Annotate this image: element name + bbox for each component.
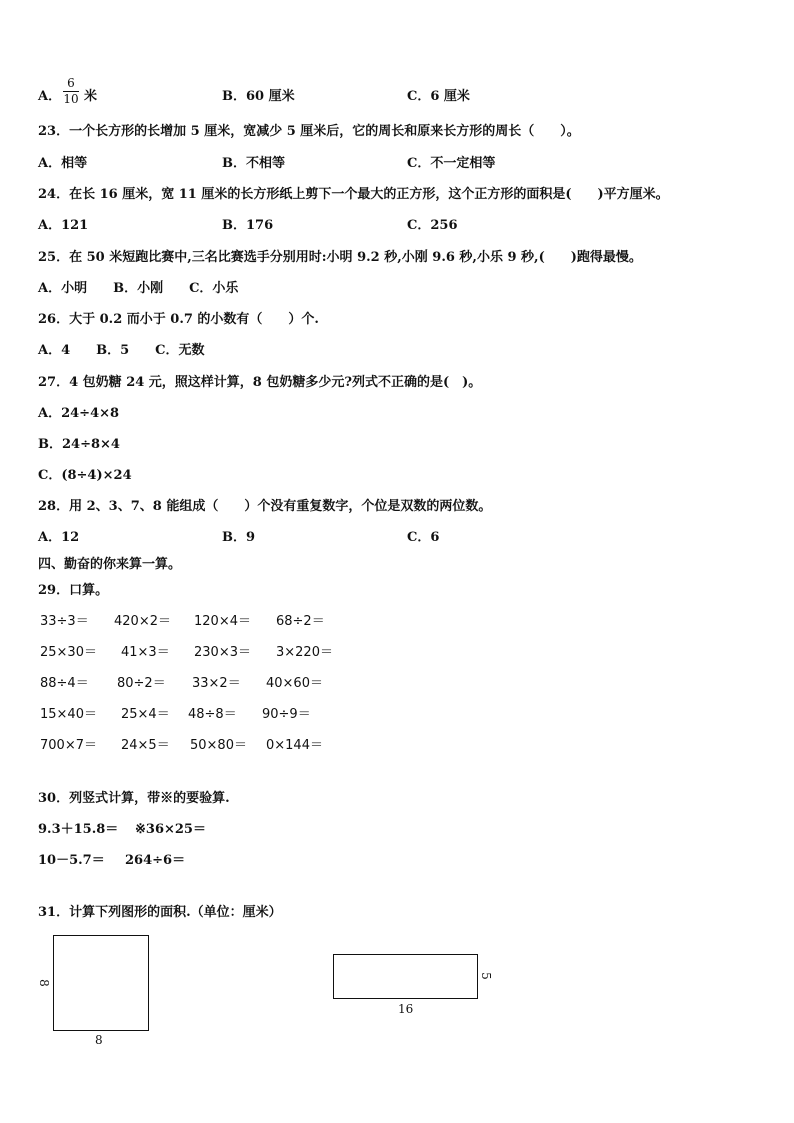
q22-option-b: B．60 厘米 [222, 89, 295, 104]
q23-stem: 23．一个长方形的长增加 5 厘米，宽减少 5 厘米后，它的周长和原来长方形的周长（ ）。 [38, 124, 580, 139]
q28-option-b: B．9 [222, 530, 256, 545]
q27-option-c: C．(8÷4)×24 [38, 468, 132, 483]
q31-stem: 31．计算下列图形的面积.（单位：厘米） [38, 905, 282, 920]
q28-stem: 28．用 2、3、7、8 能组成（ ）个没有重复数字，个位是双数的两位数。 [38, 499, 492, 514]
vertical-calc-item: 10－5.7＝ [38, 853, 105, 868]
q27-stem: 27．4 包奶糖 24 元，照这样计算，8 包奶糖多少元?列式不正确的是( )。 [38, 375, 482, 390]
q28-option-a: A．12 [38, 530, 80, 545]
rectangle-width-label: 16 [398, 1002, 414, 1016]
rectangle-height-label: 5 [478, 972, 493, 980]
square-figure [53, 935, 149, 1031]
oral-calc-item: 3×220＝ [276, 645, 333, 660]
fraction-numerator: 6 [67, 76, 75, 90]
oral-calc-item: 25×4＝ [121, 707, 170, 722]
oral-calc-item: 41×3＝ [121, 645, 170, 660]
q27-option-b: B．24÷8×4 [38, 437, 120, 452]
q29-stem: 29．口算。 [38, 583, 109, 598]
oral-calc-item: 90÷9＝ [262, 707, 311, 722]
q22-option-c: C．6 厘米 [407, 89, 470, 104]
oral-calc-item: 0×144＝ [266, 738, 323, 753]
vertical-calc-item: 9.3＋15.8＝ [38, 822, 119, 837]
oral-calc-item: 230×3＝ [194, 645, 251, 660]
oral-calc-item: 24×5＝ [121, 738, 170, 753]
oral-calc-item: 420×2＝ [114, 614, 171, 629]
square-side-label: 8 [36, 979, 51, 987]
oral-calc-item: 15×40＝ [40, 707, 97, 722]
q26-stem: 26．大于 0.2 而小于 0.7 的小数有（ ）个. [38, 312, 319, 327]
oral-calc-item: 68÷2＝ [276, 614, 325, 629]
q24-option-b: B．176 [222, 218, 274, 233]
oral-calc-item: 48÷8＝ [188, 707, 237, 722]
square-bottom-label: 8 [95, 1033, 103, 1047]
vertical-calc-item: ※36×25＝ [135, 822, 206, 837]
q23-option-c: C．不一定相等 [407, 156, 496, 171]
q22-option-a-label: A． [38, 89, 62, 104]
rectangle-figure [333, 954, 478, 999]
q23-option-b: B．不相等 [222, 156, 285, 171]
q25-options: A．小明 B．小刚 C．小乐 [38, 281, 239, 296]
q22-option-a-fraction [63, 77, 79, 106]
q24-option-a: A．121 [38, 218, 89, 233]
oral-calc-item: 40×60＝ [266, 676, 323, 691]
fraction-denominator: 10 [63, 92, 79, 106]
oral-calc-item: 80÷2＝ [117, 676, 166, 691]
oral-calc-item: 120×4＝ [194, 614, 251, 629]
oral-calc-item: 88÷4＝ [40, 676, 89, 691]
q25-stem: 25．在 50 米短跑比赛中,三名比赛选手分别用时:小明 9.2 秒,小刚 9.6 秒,小乐 9 秒,( )跑得最慢。 [38, 250, 642, 265]
q24-stem: 24．在长 16 厘米，宽 11 厘米的长方形纸上剪下一个最大的正方形，这个正方形的面积是( )平方厘米。 [38, 187, 669, 202]
oral-calc-item: 25×30＝ [40, 645, 97, 660]
q22-option-a-unit: 米 [84, 89, 98, 104]
oral-calc-item: 700×7＝ [40, 738, 97, 753]
oral-calc-item: 33÷3＝ [40, 614, 89, 629]
q23-option-a: A．相等 [38, 156, 88, 171]
vertical-calc-item: 264÷6＝ [125, 853, 186, 868]
q26-options: A．4 B．5 C．无数 [38, 343, 205, 358]
q30-stem: 30．列竖式计算，带※的要验算. [38, 791, 230, 806]
q27-option-a: A．24÷4×8 [38, 406, 120, 421]
section-heading: 四、勤奋的你来算一算。 [38, 557, 182, 572]
q24-option-c: C．256 [407, 218, 458, 233]
oral-calc-item: 33×2＝ [192, 676, 241, 691]
q28-option-c: C．6 [407, 530, 440, 545]
oral-calc-item: 50×80＝ [190, 738, 247, 753]
